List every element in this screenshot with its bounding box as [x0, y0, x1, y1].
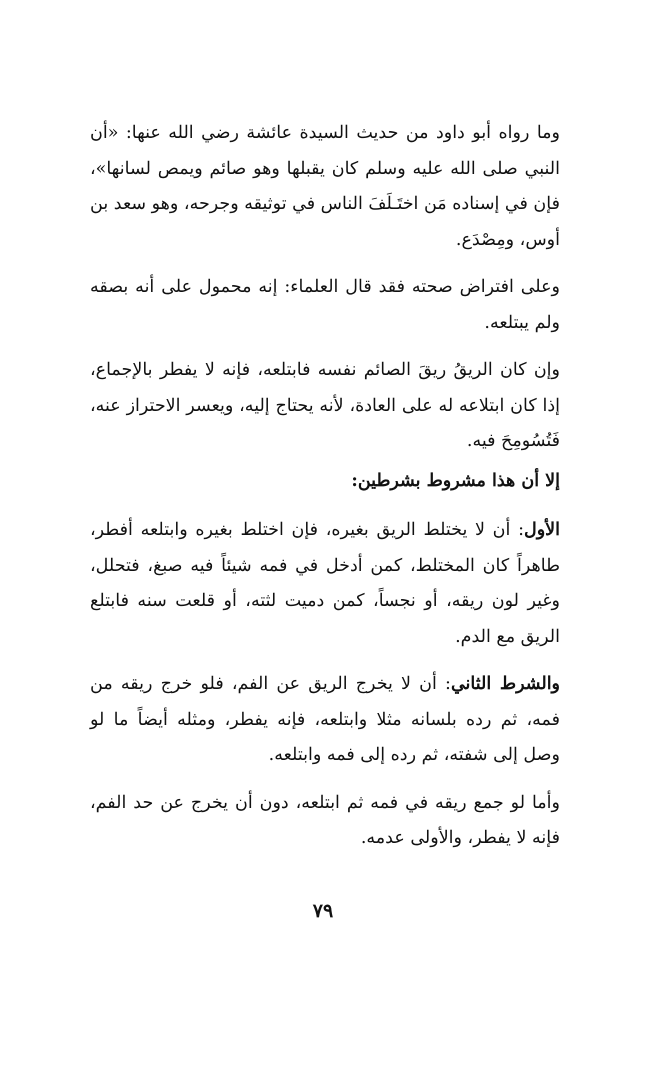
paragraph-text: : أن لا يخرج الريق عن الفم، فلو خرج ريقه من فمه، ثم رده بلسانه مثلا وابتلعه، فإنه يفطر، ومثله أيضاً ما لو وصل إلى شفته، ثم رده إلى فمه وابتلعه.: [90, 674, 560, 765]
paragraph-text: وعلى افتراض صحته فقد قال العلماء: إنه محمول على أنه بصقه ولم يبتلعه.: [90, 277, 560, 333]
paragraph-scholars-interpretation: [90, 270, 560, 341]
paragraph-second-condition: [90, 667, 560, 774]
paragraph-gathered-saliva: [90, 786, 560, 857]
condition-lead: والشرط الثاني: [450, 674, 561, 694]
page-body: [90, 116, 560, 869]
paragraph-text: وما رواه أبو داود من حديث السيدة عائشة رضي الله عنها: «أن النبي صلى الله عليه وسلم كان يقبلها وهو صائم ويمص لسانها»، فإن في إسناده مَن اختَـلَفَ الناس في توثيقه وجرحه، وهو سعد بن أوس، ومِصْدَع.: [90, 123, 560, 250]
paragraph-text: وأما لو جمع ريقه في فمه ثم ابتلعه، دون أن يخرج عن حد الفم، فإنه لا يفطر، والأولى عدمه.: [90, 792, 560, 848]
paragraph-own-saliva: [90, 353, 560, 460]
paragraph-text: : أن لا يختلط الريق بغيره، فإن اختلط بغيره وابتلعه أفطر، طاهراً كان المختلط، كمن أدخل في فمه شيئاً فيه صبغ، فتحلل، وغير لون ريقه، أو نجساً، كمن دميت لثته، أو قلعت سنه فابتلع الريق مع الدم.: [90, 520, 560, 647]
condition-lead: الأول: [523, 520, 560, 540]
page-number: ٧٩: [312, 900, 334, 922]
paragraph-text: وإن كان الريقُ ريقَ الصائم نفسه فابتلعه، فإنه لا يفطر بالإجماع، إذا كان ابتلاعه له على العادة، لأنه يحتاج إليه، ويعسر الاحتراز عنه، فَتُسُومِحَ فيه.: [90, 360, 560, 451]
section-heading-two-conditions: إلا أن هذا مشروط بشرطين:: [351, 470, 560, 491]
paragraph-first-condition: [90, 513, 560, 655]
paragraph-abu-dawud-hadith: [90, 116, 560, 258]
